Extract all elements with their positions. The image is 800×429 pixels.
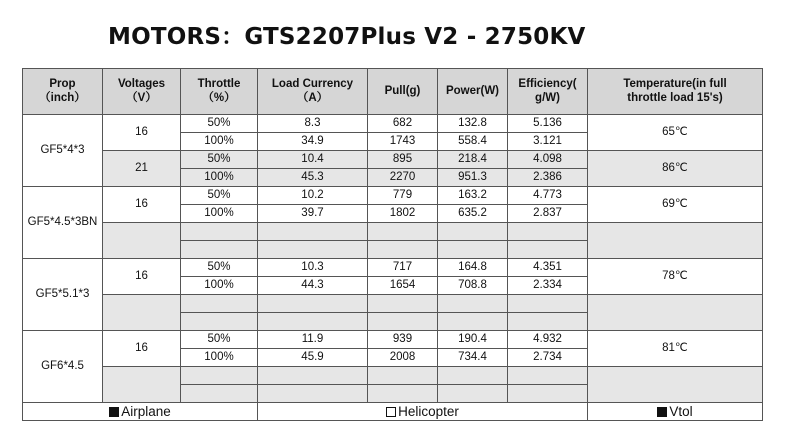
table-row-empty bbox=[23, 367, 763, 385]
empty-cell bbox=[103, 295, 181, 331]
table-row bbox=[23, 115, 763, 133]
empty-cell bbox=[508, 385, 588, 403]
header-row bbox=[23, 69, 763, 115]
empty-cell bbox=[438, 241, 508, 259]
empty-cell bbox=[181, 385, 258, 403]
pull-cell: 779 bbox=[368, 187, 438, 205]
header-power: Power(W) bbox=[438, 69, 508, 115]
page-title: MOTORS：GTS2207Plus V2 - 2750KV bbox=[108, 24, 586, 50]
empty-cell bbox=[258, 385, 368, 403]
footer-row bbox=[23, 403, 763, 421]
empty-cell bbox=[508, 313, 588, 331]
voltage-cell: 16 bbox=[103, 259, 181, 295]
prop-cell: GF6*4.5 bbox=[23, 331, 103, 403]
pull-cell: 682 bbox=[368, 115, 438, 133]
prop-cell: GF5*4.5*3BN bbox=[23, 187, 103, 259]
empty-cell bbox=[368, 313, 438, 331]
pull-cell: 895 bbox=[368, 151, 438, 169]
power-cell: 218.4 bbox=[438, 151, 508, 169]
empty-cell bbox=[181, 295, 258, 313]
throttle-cell: 50% bbox=[181, 331, 258, 349]
efficiency-cell: 3.121 bbox=[508, 133, 588, 151]
current-cell: 10.4 bbox=[258, 151, 368, 169]
empty-cell bbox=[368, 367, 438, 385]
empty-cell bbox=[103, 223, 181, 259]
power-cell: 164.8 bbox=[438, 259, 508, 277]
efficiency-cell: 4.098 bbox=[508, 151, 588, 169]
throttle-cell: 50% bbox=[181, 187, 258, 205]
power-cell: 951.3 bbox=[438, 169, 508, 187]
current-cell: 45.3 bbox=[258, 169, 368, 187]
empty-cell bbox=[368, 241, 438, 259]
throttle-cell: 100% bbox=[181, 169, 258, 187]
empty-cell bbox=[368, 385, 438, 403]
table-row-empty bbox=[23, 295, 763, 313]
header-voltages: Voltages （V） bbox=[103, 69, 181, 115]
voltage-cell: 21 bbox=[103, 151, 181, 187]
voltage-cell: 16 bbox=[103, 331, 181, 367]
efficiency-cell: 5.136 bbox=[508, 115, 588, 133]
header-throttle: Throttle （%） bbox=[181, 69, 258, 115]
throttle-cell: 100% bbox=[181, 133, 258, 151]
empty-cell bbox=[258, 241, 368, 259]
table-row bbox=[23, 259, 763, 277]
temperature-cell: 69℃ bbox=[588, 187, 763, 223]
empty-cell bbox=[181, 223, 258, 241]
empty-cell bbox=[438, 385, 508, 403]
efficiency-cell: 2.386 bbox=[508, 169, 588, 187]
throttle-cell: 100% bbox=[181, 205, 258, 223]
empty-cell bbox=[438, 295, 508, 313]
voltage-cell: 16 bbox=[103, 187, 181, 223]
efficiency-cell: 2.837 bbox=[508, 205, 588, 223]
empty-cell bbox=[181, 367, 258, 385]
empty-cell bbox=[258, 313, 368, 331]
current-cell: 44.3 bbox=[258, 277, 368, 295]
current-cell: 10.2 bbox=[258, 187, 368, 205]
motor-spec-table bbox=[22, 68, 763, 421]
pull-cell: 717 bbox=[368, 259, 438, 277]
efficiency-cell: 4.773 bbox=[508, 187, 588, 205]
current-cell: 10.3 bbox=[258, 259, 368, 277]
pull-cell: 939 bbox=[368, 331, 438, 349]
power-cell: 558.4 bbox=[438, 133, 508, 151]
empty-cell bbox=[438, 367, 508, 385]
empty-cell bbox=[181, 313, 258, 331]
temperature-cell: 81℃ bbox=[588, 331, 763, 367]
empty-cell bbox=[438, 313, 508, 331]
empty-cell bbox=[438, 223, 508, 241]
current-cell: 34.9 bbox=[258, 133, 368, 151]
throttle-cell: 50% bbox=[181, 259, 258, 277]
checked-square-icon bbox=[109, 407, 119, 417]
header-load-currency: Load Currency （A） bbox=[258, 69, 368, 115]
header-efficiency: Efficiency( g/W) bbox=[508, 69, 588, 115]
current-cell: 45.9 bbox=[258, 349, 368, 367]
current-cell: 39.7 bbox=[258, 205, 368, 223]
throttle-cell: 100% bbox=[181, 349, 258, 367]
table-row-empty bbox=[23, 223, 763, 241]
efficiency-cell: 2.734 bbox=[508, 349, 588, 367]
empty-cell bbox=[103, 367, 181, 403]
empty-cell bbox=[588, 295, 763, 331]
empty-cell bbox=[258, 367, 368, 385]
empty-cell bbox=[368, 223, 438, 241]
pull-cell: 1743 bbox=[368, 133, 438, 151]
header-temperature: Temperature(in full throttle load 15's) bbox=[588, 69, 763, 115]
pull-cell: 1802 bbox=[368, 205, 438, 223]
pull-cell: 2008 bbox=[368, 349, 438, 367]
empty-cell bbox=[181, 241, 258, 259]
empty-cell bbox=[508, 367, 588, 385]
empty-cell bbox=[258, 295, 368, 313]
empty-cell bbox=[508, 241, 588, 259]
power-cell: 635.2 bbox=[438, 205, 508, 223]
table-row bbox=[23, 151, 763, 169]
temperature-cell: 78℃ bbox=[588, 259, 763, 295]
footer-airplane: Airplane bbox=[23, 403, 258, 421]
power-cell: 708.8 bbox=[438, 277, 508, 295]
prop-cell: GF5*5.1*3 bbox=[23, 259, 103, 331]
empty-cell bbox=[508, 295, 588, 313]
power-cell: 132.8 bbox=[438, 115, 508, 133]
pull-cell: 2270 bbox=[368, 169, 438, 187]
table-row bbox=[23, 187, 763, 205]
current-cell: 8.3 bbox=[258, 115, 368, 133]
unchecked-square-icon bbox=[386, 407, 396, 417]
empty-cell bbox=[588, 223, 763, 259]
header-prop: Prop （inch） bbox=[23, 69, 103, 115]
empty-cell bbox=[508, 223, 588, 241]
efficiency-cell: 4.351 bbox=[508, 259, 588, 277]
checked-square-icon bbox=[657, 407, 667, 417]
temperature-cell: 86℃ bbox=[588, 151, 763, 187]
table-row bbox=[23, 331, 763, 349]
power-cell: 734.4 bbox=[438, 349, 508, 367]
temperature-cell: 65℃ bbox=[588, 115, 763, 151]
empty-cell bbox=[588, 367, 763, 403]
throttle-cell: 100% bbox=[181, 277, 258, 295]
efficiency-cell: 2.334 bbox=[508, 277, 588, 295]
header-pull: Pull(g) bbox=[368, 69, 438, 115]
current-cell: 11.9 bbox=[258, 331, 368, 349]
prop-cell: GF5*4*3 bbox=[23, 115, 103, 187]
empty-cell bbox=[258, 223, 368, 241]
footer-vtol: Vtol bbox=[588, 403, 763, 421]
throttle-cell: 50% bbox=[181, 151, 258, 169]
power-cell: 190.4 bbox=[438, 331, 508, 349]
voltage-cell: 16 bbox=[103, 115, 181, 151]
empty-cell bbox=[368, 295, 438, 313]
power-cell: 163.2 bbox=[438, 187, 508, 205]
footer-helicopter: Helicopter bbox=[258, 403, 588, 421]
pull-cell: 1654 bbox=[368, 277, 438, 295]
efficiency-cell: 4.932 bbox=[508, 331, 588, 349]
throttle-cell: 50% bbox=[181, 115, 258, 133]
